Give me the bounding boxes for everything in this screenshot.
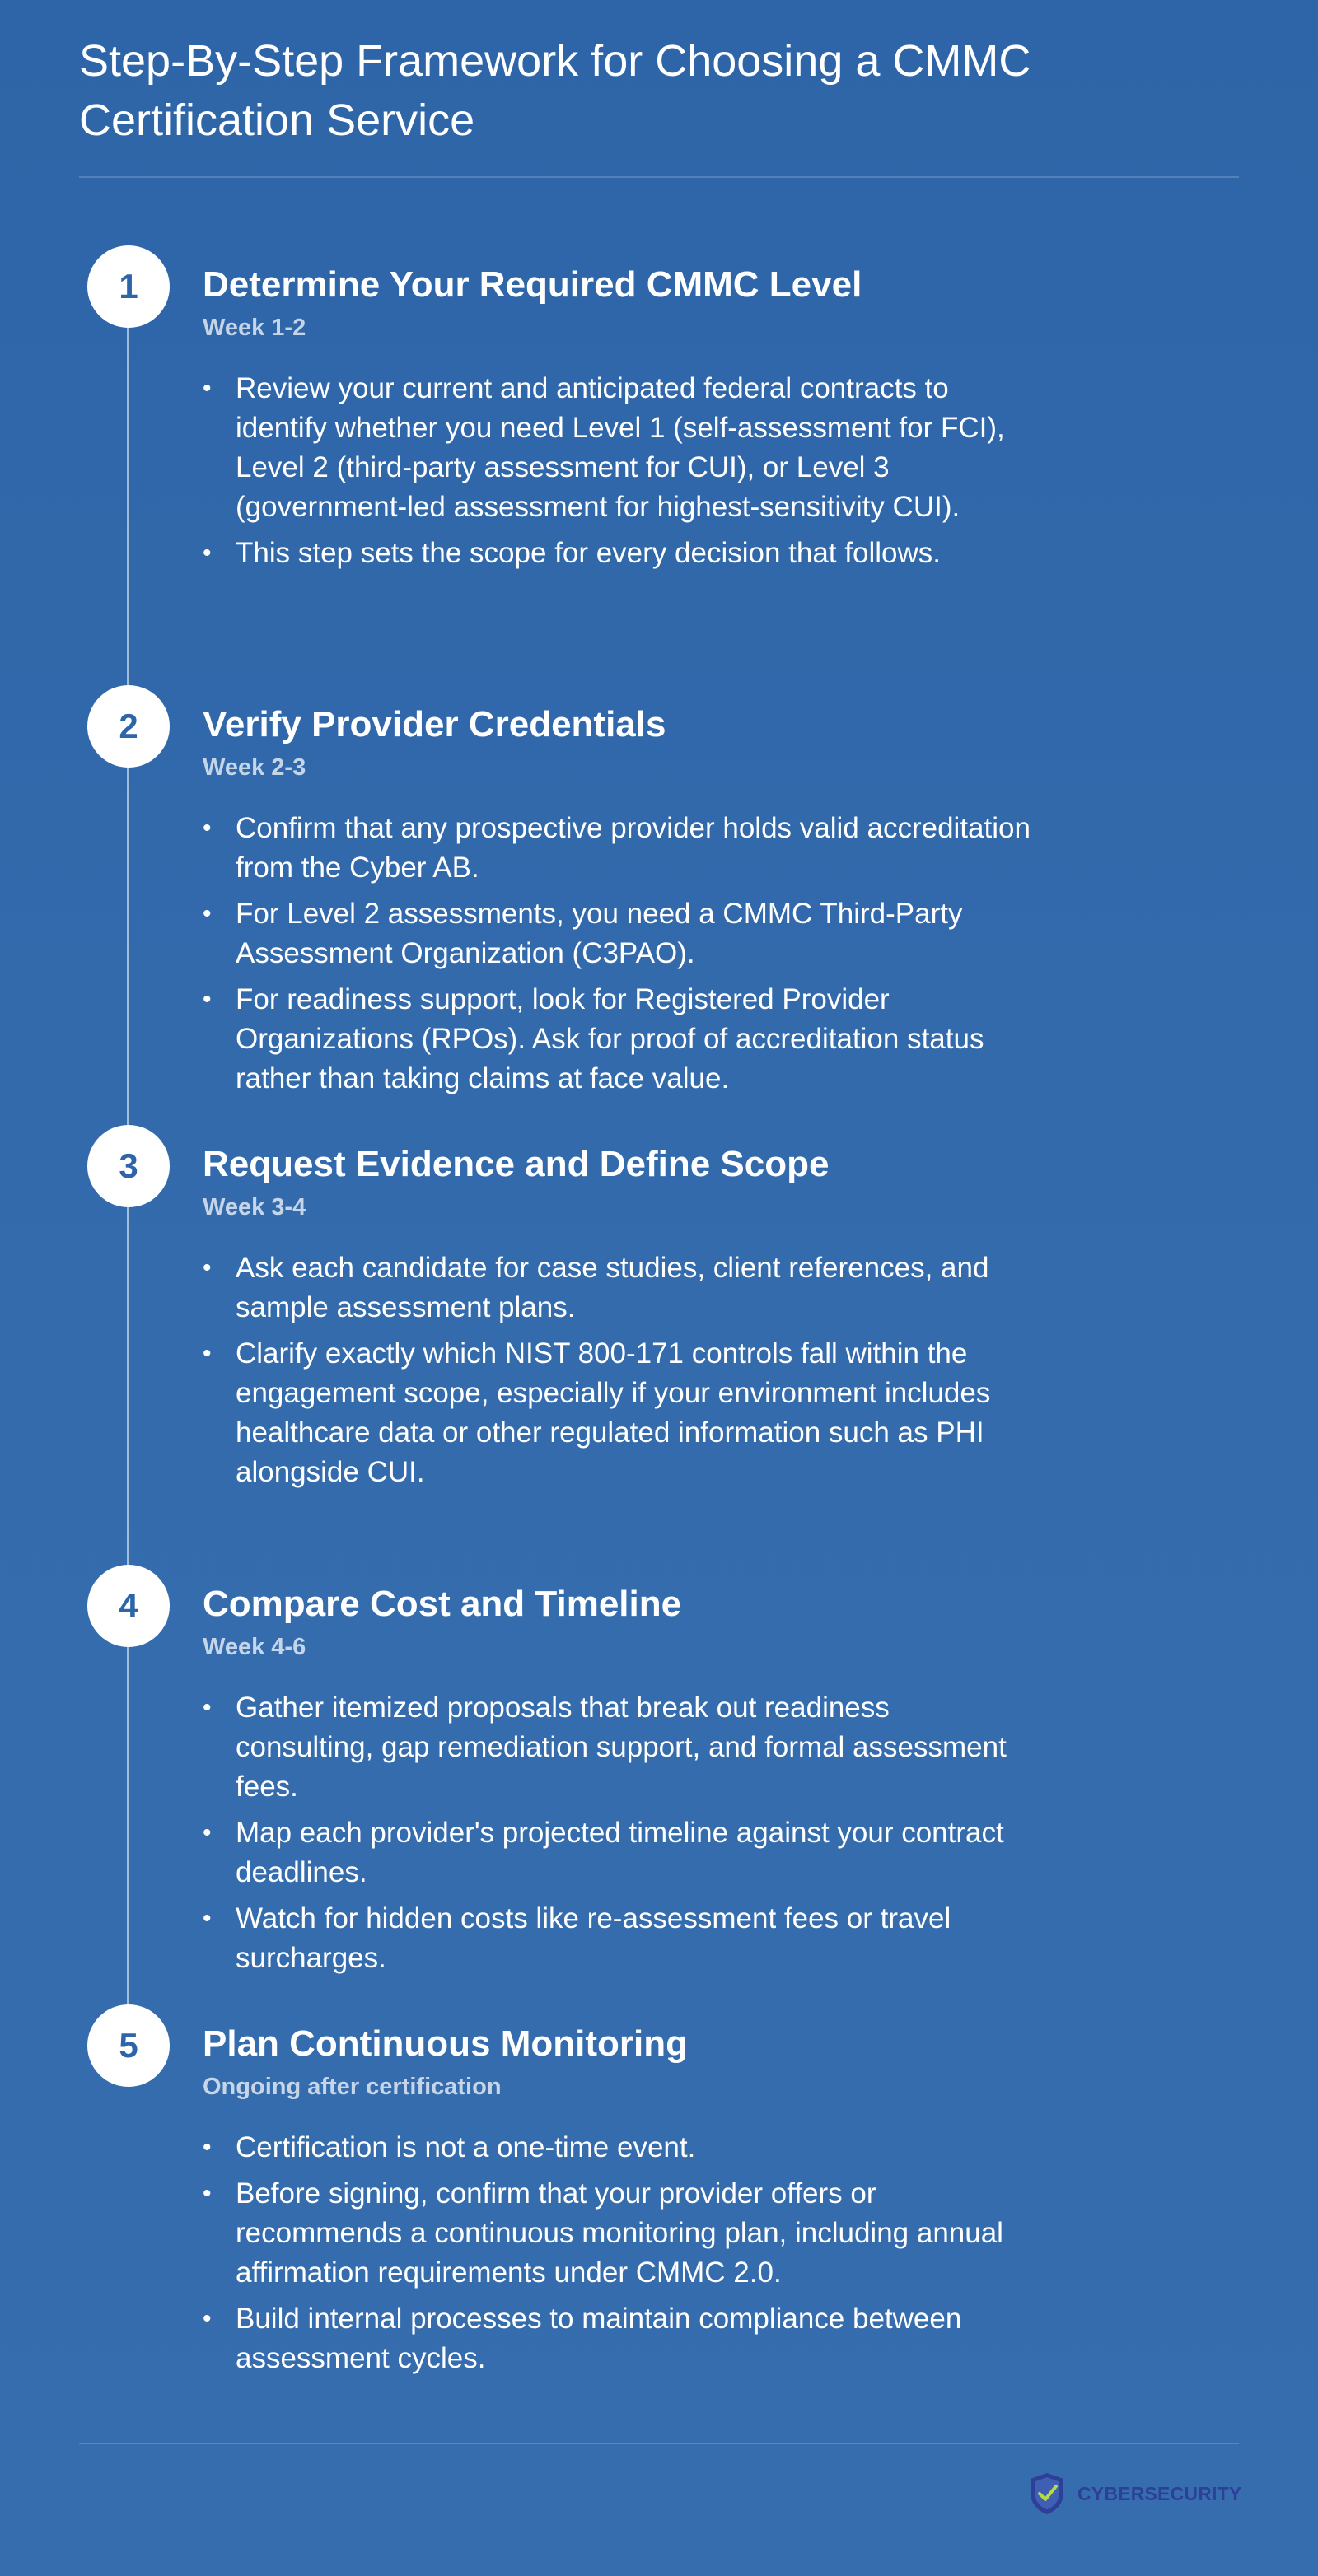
step-bullet-list [203,809,1035,1105]
step-number-badge: 5 [87,2004,170,2087]
step-title: Request Evidence and Define Scope [203,1144,830,1184]
list-item: • Confirm that any prospective provider holds valid accreditation from the Cyber AB. [203,809,1035,888]
brand-logo-text: CYBERSECURITY [1077,2482,1242,2504]
step-timeframe: Week 4-6 [203,1634,306,1660]
step-timeframe: Week 3-4 [203,1194,306,1220]
step-timeframe: Week 2-3 [203,754,306,781]
list-item: • Build internal processes to maintain compliance between assessment cycles. [203,2299,1035,2378]
list-item: • Before signing, confirm that your provider offers or recommends a continuous monitoring plan, including annual affirmation requirements under CMMC 2.0. [203,2174,1035,2293]
step-title: Determine Your Required CMMC Level [203,264,862,305]
list-item: • Map each provider's projected timeline against your contract deadlines. [203,1813,1035,1892]
brand-logo [1028,2471,1241,2517]
step-bullet-list [203,2128,1035,2385]
list-item: • Watch for hidden costs like re-assessment fees or travel surcharges. [203,1899,1035,1978]
list-item: • Review your current and anticipated federal contracts to identify whether you need Level 1 (self-assessment for FCI), Level 2 (third-party assessment for CUI), or Level 3 (government-led assessment for highest-sensitivity CUI). [203,369,1035,527]
step-bullet-list [203,1688,1035,1985]
list-item: • Clarify exactly which NIST 800-171 controls fall within the engagement scope, especially if your environment includes healthcare data or other regulated information such as PHI alongside CUI. [203,1334,1035,1492]
step-number-badge: 1 [87,245,170,328]
list-item: • Gather itemized proposals that break out readiness consulting, gap remediation support, and formal assessment fees. [203,1688,1035,1807]
list-item: • Ask each candidate for case studies, client references, and sample assessment plans. [203,1248,1035,1328]
step-title: Verify Provider Credentials [203,704,666,744]
step-bullet-list [203,1248,1035,1499]
step-number-badge: 2 [87,685,170,768]
header-divider [79,176,1239,178]
shield-check-icon [1028,2471,1066,2516]
footer-divider [79,2443,1239,2444]
step-title: Compare Cost and Timeline [203,1584,682,1624]
list-item: • For Level 2 assessments, you need a CMMC Third-Party Assessment Organization (C3PAO). [203,894,1035,973]
list-item: • This step sets the scope for every decision that follows. [203,534,1035,573]
step-number-badge: 3 [87,1125,170,1207]
step-number-badge: 4 [87,1565,170,1647]
page-title: Step-By-Step Framework for Choosing a CMMC Certification Service [79,36,1031,145]
list-item: • Certification is not a one-time event. [203,2128,1035,2168]
list-item: • For readiness support, look for Registered Provider Organizations (RPOs). Ask for proof of accreditation status rather than taking claims at face value. [203,980,1035,1099]
step-timeframe: Ongoing after certification [203,2074,502,2100]
step-timeframe: Week 1-2 [203,315,306,341]
step-bullet-list [203,369,1035,580]
step-title: Plan Continuous Monitoring [203,2023,689,2064]
